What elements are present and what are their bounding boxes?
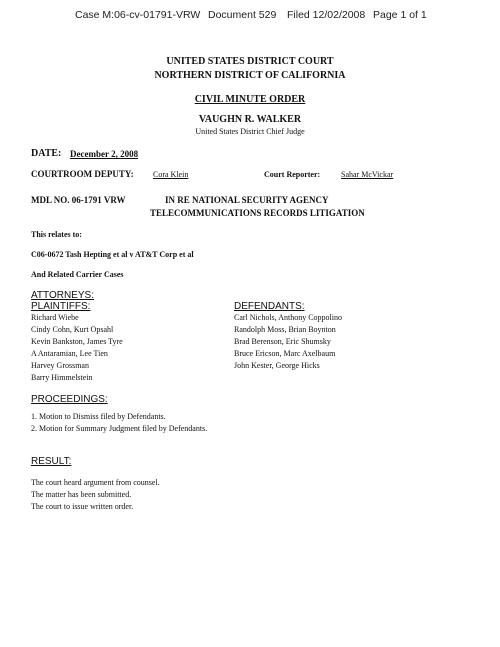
proceeding-item: 2. Motion for Summary Judgment filed by Defendants.: [31, 424, 208, 433]
defendant-attorney: Carl Nichols, Anthony Coppolino: [234, 313, 342, 322]
proceeding-item: 1. Motion to Dismiss filed by Defendants.: [31, 412, 166, 421]
plaintiff-attorney: Barry Himmelstein: [31, 373, 93, 382]
result-line: The court heard argument from counsel.: [31, 478, 160, 487]
page-indicator: Page 1 of 1: [373, 9, 427, 21]
courtroom-deputy-label: COURTROOM DEPUTY:: [31, 169, 134, 179]
court-name: UNITED STATES DISTRICT COURT: [166, 56, 334, 67]
plaintiff-attorney: A Antaramian, Lee Tien: [31, 349, 108, 358]
defendant-attorney: John Kester, George Hicks: [234, 361, 320, 370]
date-value: December 2, 2008: [70, 149, 139, 159]
judge-name: VAUGHN R. WALKER: [198, 114, 302, 125]
plaintiff-attorney: Kevin Bankston, James Tyre: [31, 337, 123, 346]
court-reporter-label: Court Reporter:: [264, 170, 321, 179]
document-number: Document 529: [208, 9, 277, 21]
plaintiffs-heading: PLAINTIFFS:: [31, 301, 91, 312]
result-heading: RESULT:: [31, 456, 72, 467]
plaintiff-attorney: Cindy Cohn, Kurt Opsahl: [31, 325, 114, 334]
plaintiff-attorney: Harvey Grossman: [31, 361, 89, 370]
related-cases: And Related Carrier Cases: [31, 270, 124, 279]
proceedings-heading: PROCEEDINGS:: [31, 394, 108, 405]
defendants-heading: DEFENDANTS:: [234, 301, 305, 312]
courtroom-deputy-value: Cora Klein: [153, 170, 189, 179]
date-label: DATE:: [31, 148, 62, 159]
relates-label: This relates to:: [31, 230, 82, 239]
judge-title: United States District Chief Judge: [195, 127, 305, 136]
attorneys-heading: ATTORNEYS:: [31, 290, 94, 301]
order-title: CIVIL MINUTE ORDER: [194, 94, 306, 105]
defendant-attorney: Bruce Ericson, Marc Axelbaum: [234, 349, 336, 358]
case-number: Case M:06-cv-01791-VRW: [75, 9, 201, 21]
defendant-attorney: Brad Berenson, Eric Shumsky: [234, 337, 331, 346]
mdl-number: MDL NO. 06-1791 VRW: [31, 195, 126, 205]
result-line: The matter has been submitted.: [31, 490, 132, 499]
court-district: NORTHERN DISTRICT OF CALIFORNIA: [154, 70, 346, 81]
plaintiff-attorney: Richard Wiebe: [31, 313, 79, 322]
mdl-title-line2: TELECOMMUNICATIONS RECORDS LITIGATION: [150, 208, 365, 218]
filed-date: Filed 12/02/2008: [287, 9, 366, 21]
result-line: The court to issue written order.: [31, 502, 134, 511]
court-reporter-value: Sahar McVickar: [341, 170, 394, 179]
mdl-title-line1: IN RE NATIONAL SECURITY AGENCY: [165, 195, 329, 205]
relates-case: C06-0672 Tash Hepting et al v AT&T Corp et al: [31, 250, 194, 259]
defendant-attorney: Randolph Moss, Brian Boynton: [234, 325, 336, 334]
